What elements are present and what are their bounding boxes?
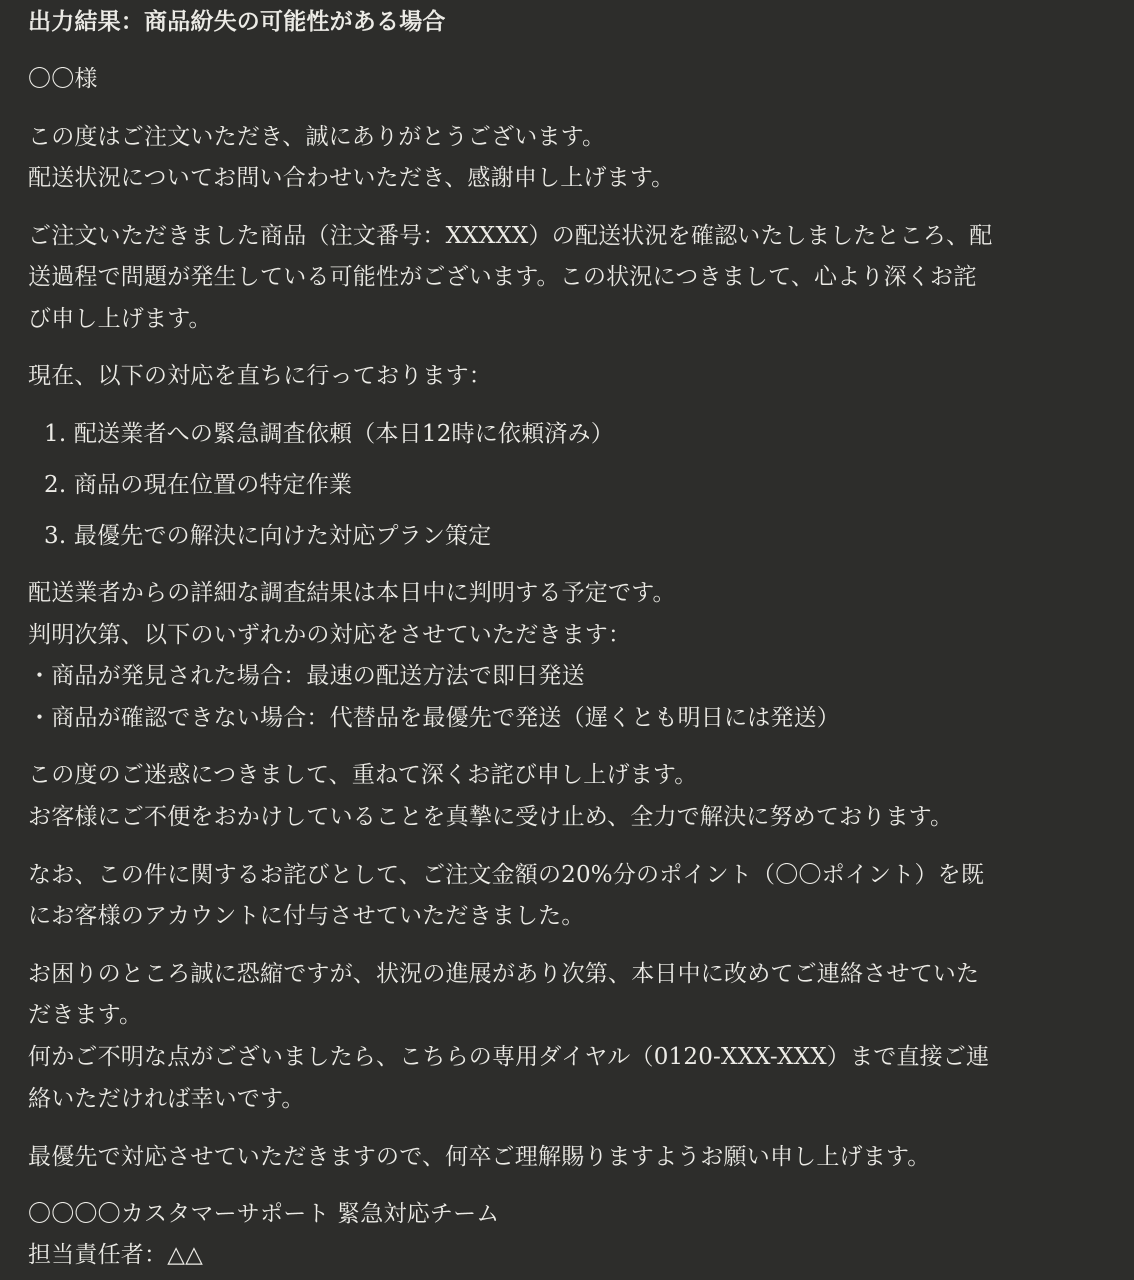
list-item: 2. 商品の現在位置の特定作業 xyxy=(44,472,353,498)
bullet-item: ・商品が確認できない場合：代替品を最優先で発送（遅くとも明日には発送） xyxy=(28,705,840,731)
paragraph-line: お客様にご不便をおかけしていることを真摯に受け止め、全力で解決に努めております。 xyxy=(28,804,954,830)
paragraph-line: 何かご不明な点がございましたら、こちらの専用ダイヤル（0120-XXX-XXX）まで直接ご連 xyxy=(28,1044,990,1070)
signature-person: 担当責任者：△△ xyxy=(28,1242,203,1268)
paragraph-line: この度はご注文いただき、誠にありがとうございます。 xyxy=(28,124,606,150)
signature-team: 〇〇〇〇カスタマーサポート 緊急対応チーム xyxy=(28,1201,500,1227)
paragraph-line: 判明次第、以下のいずれかの対応をさせていただきます： xyxy=(28,622,632,648)
page-title: 出力結果：商品紛失の可能性がある場合 xyxy=(28,8,446,35)
paragraph-line: 配送状況についてお問い合わせいただき、感謝申し上げます。 xyxy=(28,165,675,191)
paragraph-line: なお、この件に関するお詫びとして、ご注文金額の20%分のポイント（〇〇ポイント）を既 xyxy=(28,862,985,888)
paragraph-line: 最優先で対応させていただきますので、何卒ご理解賜りますようお願い申し上げます。 xyxy=(28,1144,931,1170)
paragraph-line: び申し上げます。 xyxy=(28,306,212,332)
paragraph-line: この度のご迷惑につきまして、重ねて深くお詫び申し上げます。 xyxy=(28,762,698,788)
salutation: 〇〇様 xyxy=(28,66,98,92)
bullet-item: ・商品が発見された場合：最速の配送方法で即日発送 xyxy=(28,663,585,689)
paragraph-line: 現在、以下の対応を直ちに行っております： xyxy=(28,363,492,389)
paragraph-line: にお客様のアカウントに付与させていただきました。 xyxy=(28,903,585,929)
paragraph-line: ご注文いただきました商品（注文番号：XXXXX）の配送状況を確認いたしましたところ、配 xyxy=(28,223,993,249)
paragraph-line: 送過程で問題が発生している可能性がございます。この状況につきまして、心より深くお詫 xyxy=(28,264,977,290)
paragraph-line: 配送業者からの詳細な調査結果は本日中に判明する予定です。 xyxy=(28,580,676,606)
list-item: 1. 配送業者への緊急調査依頼（本日12時に依頼済み） xyxy=(44,421,614,447)
paragraph-line: 絡いただければ幸いです。 xyxy=(28,1086,305,1112)
paragraph-line: お困りのところ誠に恐縮ですが、状況の進展があり次第、本日中に改めてご連絡させていた xyxy=(28,961,980,987)
list-item: 3. 最優先での解決に向けた対応プラン策定 xyxy=(44,523,492,549)
paragraph-line: だきます。 xyxy=(28,1002,143,1028)
